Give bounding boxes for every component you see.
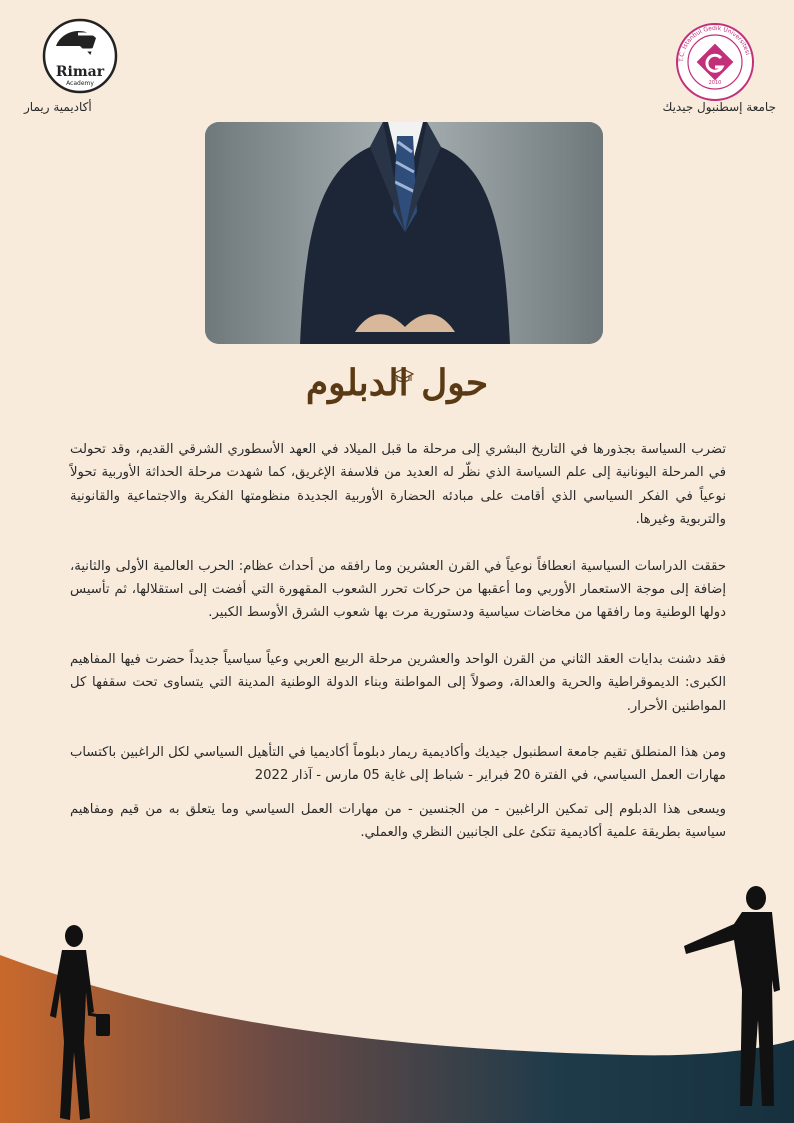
- walking-businessman-silhouette: [42, 922, 116, 1122]
- page-title: حول الدبلوم: [305, 362, 489, 404]
- seal-year: 2010: [708, 80, 722, 86]
- paragraph: تضرب السياسة بجذورها في التاريخ البشري إلى مرحلة ما قبل الميلاد في العهد الأسطوري الشرقي القديم، وقد تحولت في المرحلة اليونانية إلى علم السياسة الذي نظّر له العديد من فلاسفة الإغريق، كما شهدت مرحلة الحداثة الأوربية تحولاً نوعياً في الفكر السياسي الذي أقامت على مبادئه الحضارة الأوربية الجديدة منظومتها الفكرية والاجتماعية والقانونية والتربوية وغيرها.: [70, 442, 726, 528]
- paragraph: ومن هذا المنطلق تقيم جامعة اسطنبول جيديك وأكاديمية ريمار دبلوماً أكاديميا في التأهيل السياسي لكل الراغبين باكتساب مهارات العمل السياسي، في الفترة 20 فبراير - شباط إلى غاية 05 مارس - آذار 2022: [70, 745, 726, 784]
- left-logo-caption: أكاديمية ريمار: [24, 100, 92, 114]
- hero-photo: [205, 122, 603, 344]
- body-text: [70, 438, 726, 845]
- seal-ring-text: T.C. İstanbul Gedik Üniversitesi: [677, 24, 752, 63]
- footer-wave-decoration: [0, 880, 794, 1123]
- presenting-businessman-silhouette: [684, 880, 794, 1108]
- graduation-cap-icon: [392, 368, 414, 384]
- logo-subtext: Academy: [66, 80, 94, 87]
- businessman-suit-photo: [205, 122, 603, 344]
- paragraph: ويسعى هذا الدبلوم إلى تمكين الراغبين - من الجنسين - من مهارات العمل السياسي وما يتعلق به من قيم ومفاهيم سياسية بطريقة علمية أكاديمية تتكئ على الجانبين النظري والعملي.: [70, 801, 726, 841]
- paragraph: حققت الدراسات السياسية انعطافاً نوعياً في القرن العشرين وما رافقه من أحداث عظام: الحرب العالمية الأولى والثانية، إضافة إلى موجة الاستعمار الأوربي وما أعقبها من حركات تحرر الشعوب المقهورة التي أفضت إلى استقلالها، ثم تأسيس دولها الوطنية وما رافقها من مخاضات سياسية ودستورية مرت بها شعوب الشرق الأوسط الكبير.: [70, 558, 726, 621]
- rimar-academy-logo: [40, 16, 120, 96]
- logo-text: Rimar: [55, 64, 105, 80]
- right-logo-caption: جامعة إسطنبول جيديك: [662, 100, 776, 114]
- gedik-university-seal: [675, 22, 755, 102]
- paragraph: فقد دشنت بدايات العقد الثاني من القرن الواحد والعشرين مرحلة الربيع العربي وعياً سياسياً جديداً حضرت فيها المفاهيم الكبرى: الديموقراطية والحرية والعدالة، وصولاً إلى المواطنة وبناء الدولة الوطنية المدينة التي يتساوى تحت سقفها كل المواطنين الأحرار.: [70, 651, 726, 714]
